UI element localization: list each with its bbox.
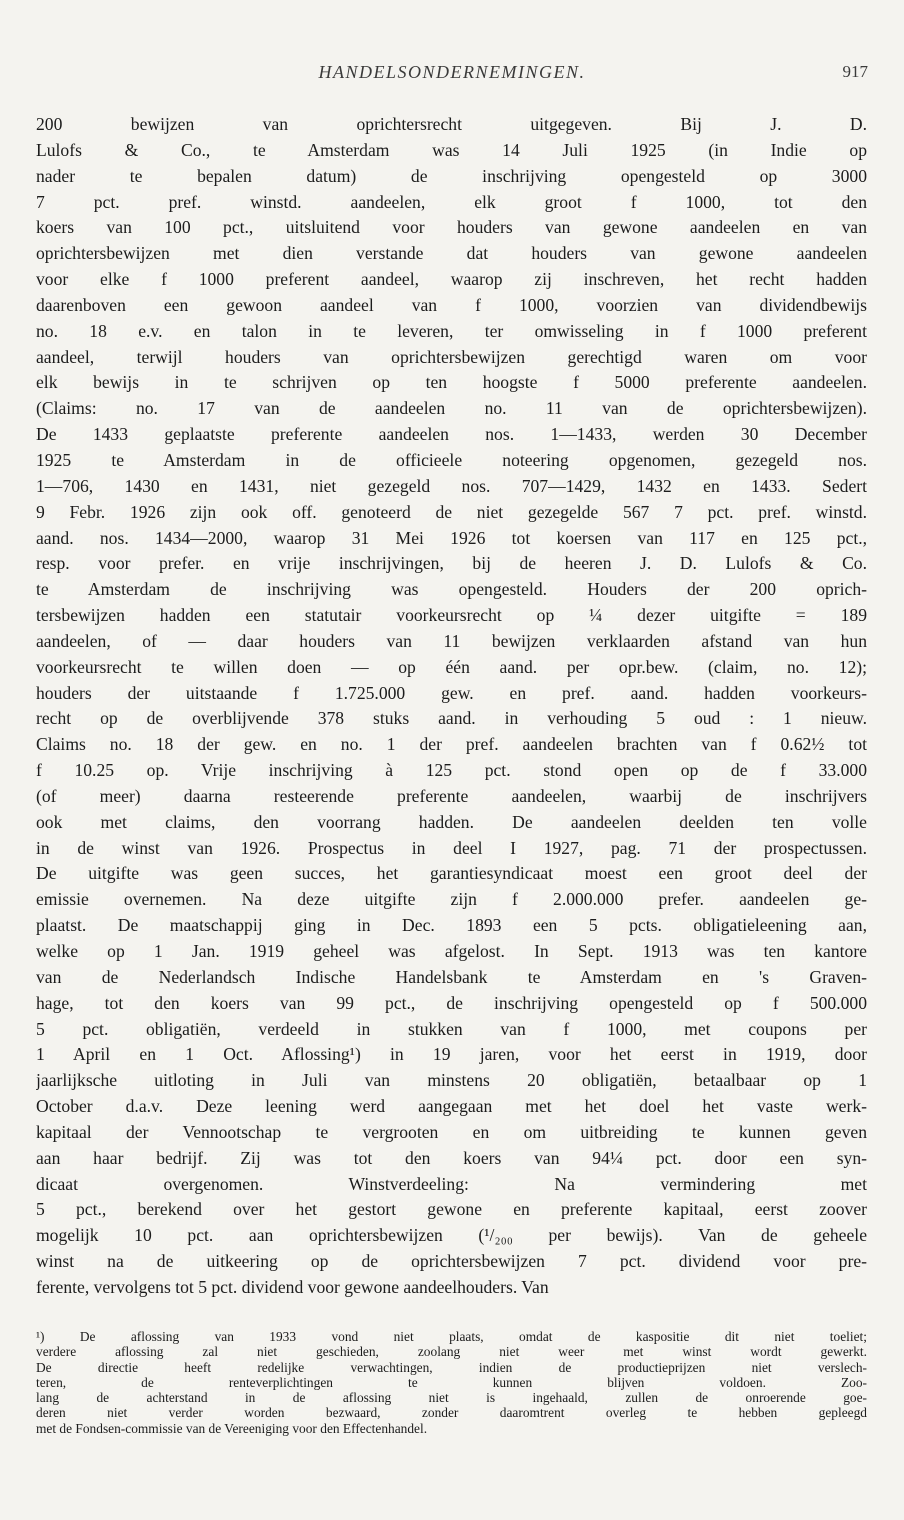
text-line: aandeelen, of — daar houders van 11 bewijzen verklaarden afstand van hun — [36, 630, 867, 651]
text-line: aandeel, terwijl houders van oprichtersbewijzen gerechtigd waren om voor — [36, 346, 867, 367]
text-line: van de Nederlandsch Indische Handelsbank te Amsterdam en 's Graven- — [36, 966, 867, 987]
text-line: daarenboven een gewoon aandeel van f 1000, voorzien van dividendbewijs — [36, 294, 867, 315]
footnote-line: deren niet verder worden bezwaard, zonder daaromtrent overleg te hebben gepleegd — [36, 1405, 867, 1421]
text-line: 200 bewijzen van oprichtersrecht uitgegeven. Bij J. D. — [36, 114, 867, 134]
text-line: emissie overnemen. Na deze uitgifte zijn f 2.000.000 prefer. aandeelen ge- — [36, 889, 867, 910]
text-line: 1—706, 1430 en 1431, niet gezegeld nos. 707—1429, 1432 en 1433. Sedert — [36, 475, 867, 496]
text-line: De uitgifte was geen succes, het garantiesyndicaat moest een groot deel der — [36, 863, 867, 884]
text-line: kapitaal der Vennootschap te vergrooten en om uitbreiding te kunnen geven — [36, 1121, 867, 1142]
text-line: 5 pct. obligatiën, verdeeld in stukken van f 1000, met coupons per — [36, 1018, 867, 1039]
text-line: plaatst. De maatschappij ging in Dec. 1893 een 5 pcts. obligatieleening aan, — [36, 915, 867, 936]
text-line: oprichtersbewijzen met dien verstande dat houders van gewone aandeelen — [36, 243, 867, 264]
text-line: voor elke f 1000 preferent aandeel, waarop zij inschreven, het recht hadden — [36, 269, 867, 290]
text-line: koers van 100 pct., uitsluitend voor houders van gewone aandeelen en van — [36, 217, 867, 238]
footnote-line: verdere aflossing zal niet geschieden, zoolang niet weer met winst wordt gewerkt. — [36, 1344, 867, 1360]
footnote-line: ¹) De aflossing van 1933 vond niet plaats, omdat de kaspositie dit niet toeliet; — [36, 1329, 867, 1344]
text-line: aand. nos. 1434—2000, waarop 31 Mei 1926 tot koersen van 117 en 125 pct., — [36, 527, 867, 548]
text-line: (Claims: no. 17 van de aandeelen no. 11 van de oprichtersbewijzen). — [36, 398, 867, 419]
text-line: voorkeursrecht te willen doen — op één aand. per opr.bew. (claim, no. 12); — [36, 656, 867, 677]
text-line: 1925 te Amsterdam in de officieele noteering opgenomen, gezegeld nos. — [36, 449, 867, 470]
text-line: te Amsterdam de inschrijving was opengesteld. Houders der 200 oprich- — [36, 579, 867, 600]
text-line: recht op de overblijvende 378 stuks aand. in verhouding 5 oud : 1 nieuw. — [36, 708, 867, 729]
text-line: in de winst van 1926. Prospectus in deel I 1927, pag. 71 der prospectussen. — [36, 837, 867, 858]
footnote-line: De directie heeft redelijke verwachtingen, indien de productieprijzen niet verslech- — [36, 1359, 867, 1375]
footnote-line: met de Fondsen-commissie van de Vereeniging voor den Effectenhandel. — [36, 1420, 428, 1436]
text-line: jaarlijksche uitloting in Juli van minstens 20 obligatiën, betaalbaar op 1 — [36, 1070, 867, 1091]
text-line: houders der uitstaande f 1.725.000 gew. en pref. aand. hadden voorkeurs- — [36, 682, 867, 703]
text-line: dicaat overgenomen. Winstverdeeling: Na vermindering met — [36, 1173, 867, 1194]
text-line: (of meer) daarna resteerende preferente aandeelen, waarbij de inschrijvers — [36, 785, 867, 806]
running-title: HANDELSONDERNEMINGEN. — [318, 62, 586, 82]
text-line: 5 pct., berekend over het gestort gewone en preferente kapitaal, eerst zoover — [36, 1199, 867, 1220]
text-line: elk bewijs in te schrijven op ten hoogste f 5000 preferente aandeelen. — [36, 372, 867, 393]
text-line: nader te bepalen datum) de inschrijving opengesteld op 3000 — [36, 165, 867, 186]
footnote — [36, 1329, 867, 1436]
text-line: October d.a.v. Deze leening werd aangegaan met het doel het vaste werk- — [36, 1096, 867, 1117]
text-line: ook met claims, den voorrang hadden. De aandeelen deelden ten volle — [36, 811, 867, 832]
page-number: 917 — [842, 62, 868, 81]
footnote-line: lang de achterstand in de aflossing niet is ingehaald, zullen de onroerende goe- — [36, 1390, 867, 1406]
text-line: Lulofs & Co., te Amsterdam was 14 Juli 1925 (in Indie op — [36, 139, 867, 160]
text-line: De 1433 geplaatste preferente aandeelen nos. 1—1433, werden 30 December — [36, 424, 867, 445]
body-text — [36, 112, 867, 1301]
text-line: tersbewijzen hadden een statutair voorkeursrecht op ¼ dezer uitgifte = 189 — [36, 605, 867, 626]
text-line: welke op 1 Jan. 1919 geheel was afgelost. In Sept. 1913 was ten kantore — [36, 941, 867, 961]
text-line: aan haar bedrijf. Zij was tot den koers van 94¼ pct. door een syn- — [36, 1147, 867, 1168]
text-line: mogelijk 10 pct. aan oprichtersbewijzen (¹/₂₀₀ per bewijs). Van de geheele — [36, 1225, 867, 1246]
text-line: 1 April en 1 Oct. Aflossing¹) in 19 jaren, voor het eerst in 1919, door — [36, 1044, 867, 1065]
text-line: hage, tot den koers van 99 pct., de inschrijving opengesteld op f 500.000 — [36, 992, 867, 1013]
text-line: resp. voor prefer. en vrije inschrijvingen, bij de heeren J. D. Lulofs & Co. — [36, 553, 867, 574]
text-line: ferente, vervolgens tot 5 pct. dividend voor gewone aandeelhouders. Van — [36, 1276, 549, 1297]
text-line: 7 pct. pref. winstd. aandeelen, elk groot f 1000, tot den — [36, 191, 867, 212]
text-line: f 10.25 op. Vrije inschrijving à 125 pct. stond open op de f 33.000 — [36, 760, 867, 781]
footnote-line: teren, de renteverplichtingen te kunnen blijven voldoen. Zoo- — [36, 1374, 867, 1390]
text-line: no. 18 e.v. en talon in te leveren, ter omwisseling in f 1000 preferent — [36, 320, 867, 341]
text-line: Claims no. 18 der gew. en no. 1 der pref. aandeelen brachten van f 0.62½ tot — [36, 734, 867, 755]
text-line: winst na de uitkeering op de oprichtersbewijzen 7 pct. dividend voor pre- — [36, 1251, 867, 1272]
text-line: 9 Febr. 1926 zijn ook off. genoteerd de niet gezegelde 567 7 pct. pref. winstd. — [36, 501, 867, 522]
